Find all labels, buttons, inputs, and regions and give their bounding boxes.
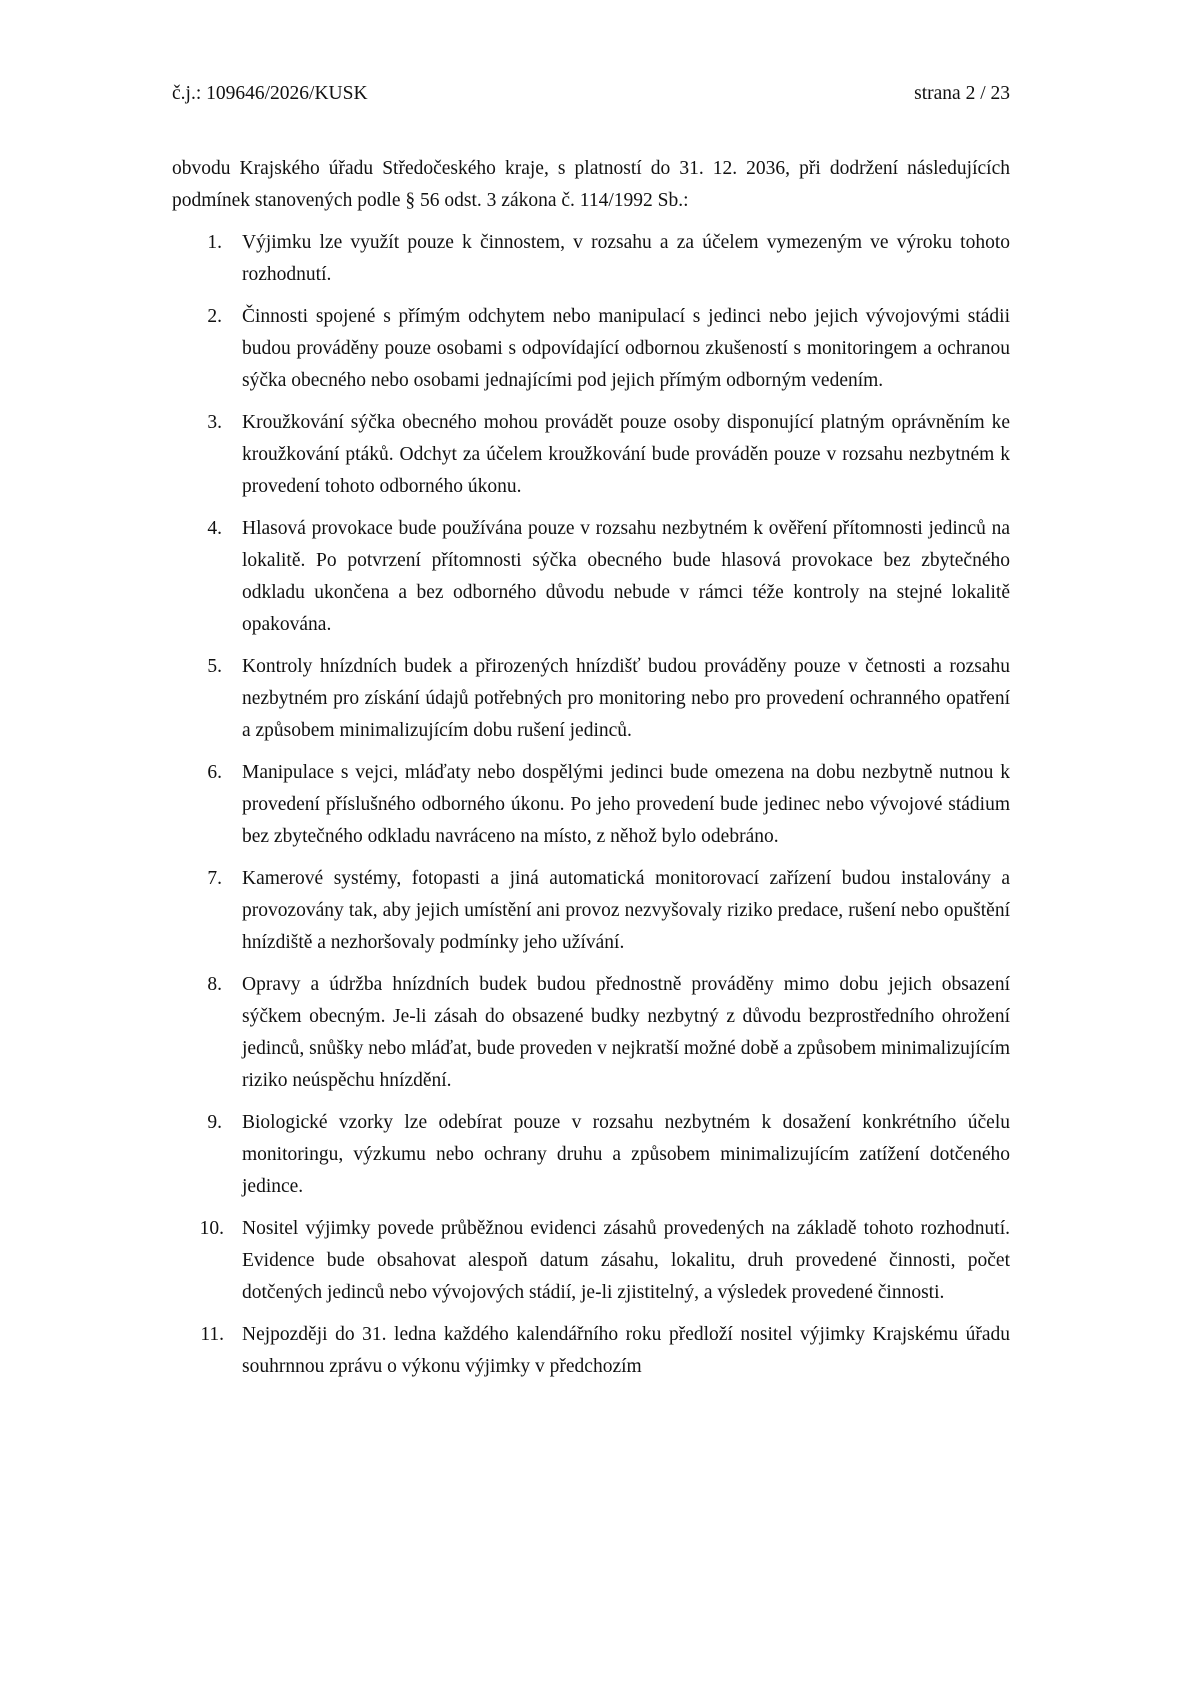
condition-item [172, 513, 1010, 641]
page-number: strana 2 / 23 [914, 83, 1010, 104]
condition-item [172, 863, 1010, 959]
conditions-list [172, 227, 1010, 1383]
condition-number: 5. [207, 656, 222, 677]
condition-item [172, 651, 1010, 747]
condition-text: Činnosti spojené s přímým odchytem nebo manipulací s jedinci nebo jejich vývojovými stádii budou prováděny pouze osobami s odpovídající odbornou zkušeností s monitoringem a ochranou sýčka obecného nebo osobami jednajícími pod jejich přímým odborným vedením. [242, 306, 1010, 391]
condition-text: Kamerové systémy, fotopasti a jiná automatická monitorovací zařízení budou instalovány a provozovány tak, aby jejich umístění ani provoz nezvyšovaly riziko predace, rušení nebo opuštění hnízdiště a nezhoršovaly podmínky jeho užívání. [242, 868, 1010, 953]
condition-text: Výjimku lze využít pouze k činnostem, v rozsahu a za účelem vymezeným ve výroku tohoto rozhodnutí. [242, 232, 1010, 285]
condition-item [172, 1107, 1010, 1203]
page-header [172, 80, 1010, 108]
condition-number: 11. [200, 1324, 224, 1345]
condition-number: 10. [199, 1218, 224, 1239]
condition-number: 4. [207, 518, 222, 539]
condition-text: Nositel výjimky povede průběžnou evidenci zásahů provedených na základě tohoto rozhodnutí. Evidence bude obsahovat alespoň datum zásahu, lokalitu, druh provedené činnosti, počet dotčených jedinců nebo vývojových stádií, je-li zjistitelný, a výsledek provedené činnosti. [242, 1218, 1010, 1303]
condition-text: Hlasová provokace bude používána pouze v rozsahu nezbytném k ověření přítomnosti jedinců na lokalitě. Po potvrzení přítomnosti sýčka obecného bude hlasová provokace bez zbytečného odkladu ukončena a bez odborného důvodu nebude v rámci téže kontroly na stejné lokalitě opakována. [242, 518, 1010, 635]
reference-number: č.j.: 109646/2026/KUSK [172, 83, 368, 104]
condition-text: Biologické vzorky lze odebírat pouze v rozsahu nezbytném k dosažení konkrétního účelu monitoringu, výzkumu nebo ochrany druhu a způsobem minimalizujícím zatížení dotčeného jedince. [242, 1112, 1010, 1197]
condition-number: 9. [207, 1112, 222, 1133]
condition-number: 3. [207, 412, 222, 433]
condition-number: 1. [207, 232, 222, 253]
condition-number: 6. [207, 762, 222, 783]
condition-item [172, 757, 1010, 853]
condition-item [172, 407, 1010, 503]
condition-item [172, 227, 1010, 291]
condition-item [172, 1319, 1010, 1383]
condition-text: Opravy a údržba hnízdních budek budou přednostně prováděny mimo dobu jejich obsazení sýčkem obecným. Je-li zásah do obsazené budky nezbytný z důvodu bezprostředního ohrožení jedinců, snůšky nebo mláďat, bude proveden v nejkratší možné době a způsobem minimalizujícím riziko neúspěchu hnízdění. [242, 974, 1010, 1091]
condition-item [172, 1213, 1010, 1309]
condition-number: 2. [207, 306, 222, 327]
condition-item [172, 969, 1010, 1097]
condition-text: Kontroly hnízdních budek a přirozených hnízdišť budou prováděny pouze v četnosti a rozsahu nezbytném pro získání údajů potřebných pro monitoring nebo pro provedení ochranného opatření a způsobem minimalizujícím dobu rušení jedinců. [242, 656, 1010, 741]
condition-text: Manipulace s vejci, mláďaty nebo dospělými jedinci bude omezena na dobu nezbytně nutnou k provedení příslušného odborného úkonu. Po jeho provedení bude jedinec nebo vývojové stádium bez zbytečného odkladu navráceno na místo, z něhož bylo odebráno. [242, 762, 1010, 847]
condition-text: Kroužkování sýčka obecného mohou provádět pouze osoby disponující platným oprávněním ke kroužkování ptáků. Odchyt za účelem kroužkování bude prováděn pouze v rozsahu nezbytném k provedení tohoto odborného úkonu. [242, 412, 1010, 497]
condition-item [172, 301, 1010, 397]
condition-number: 8. [207, 974, 222, 995]
intro-paragraph: obvodu Krajského úřadu Středočeského kraje, s platností do 31. 12. 2036, při dodržení následujících podmínek stanovených podle § 56 odst. 3 zákona č. 114/1992 Sb.: [172, 158, 1010, 211]
condition-number: 7. [207, 868, 222, 889]
document-body [172, 153, 1010, 1393]
condition-text: Nejpozději do 31. ledna každého kalendářního roku předloží nositel výjimky Krajskému úřadu souhrnnou zprávu o výkonu výjimky v předchozím [242, 1324, 1010, 1377]
